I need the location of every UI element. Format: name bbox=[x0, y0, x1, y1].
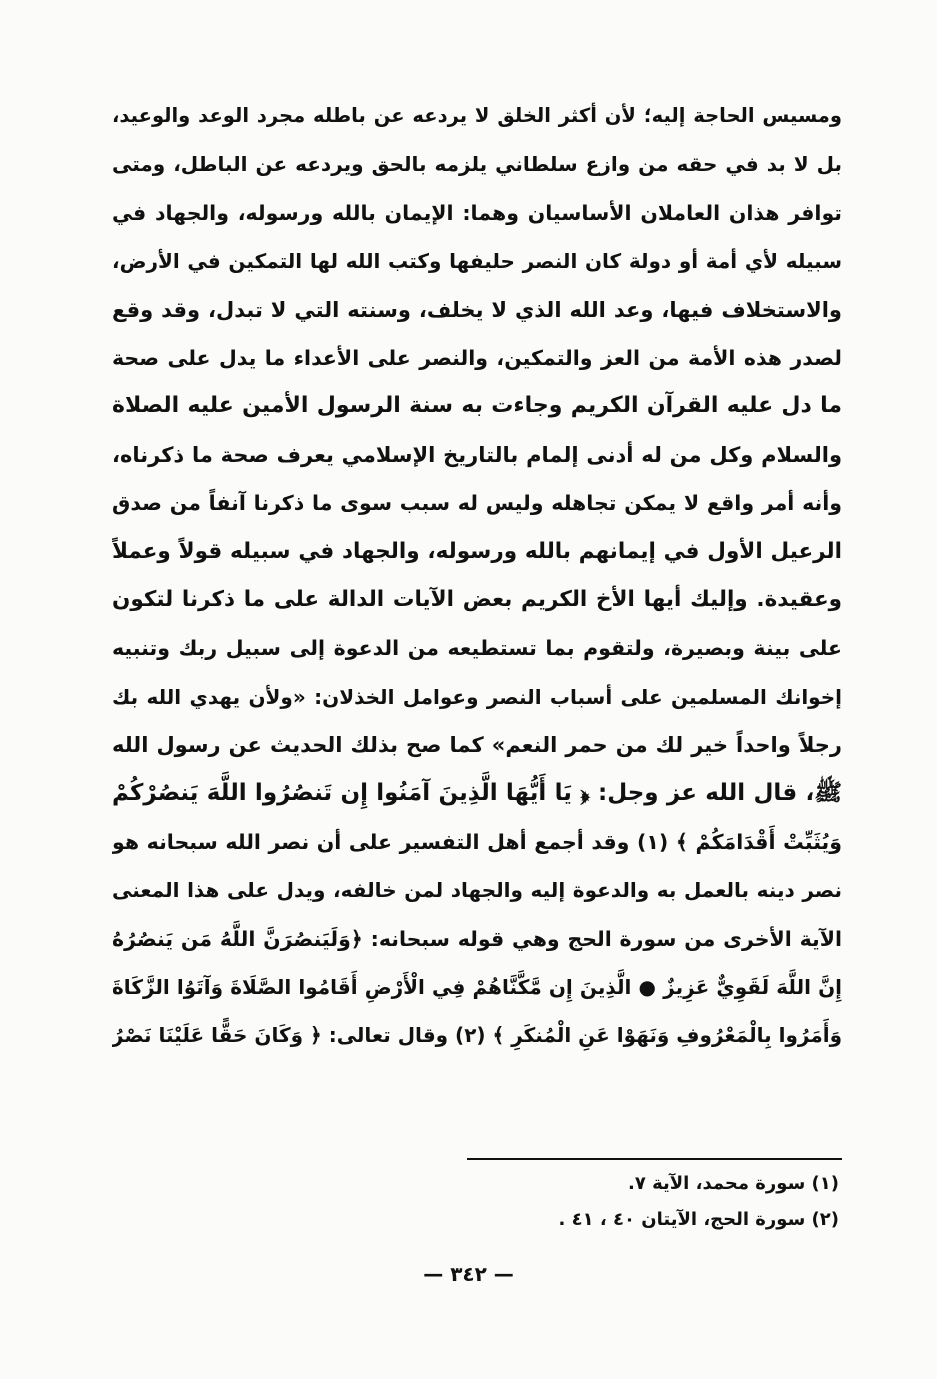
text-line: إِنَّ اللَّهَ لَقَوِيٌّ عَزِيزٌ ● الَّذِينَ إِن مَّكَّنَّاهُمْ فِي الْأَرْضِ أَقَامُوا الصَّلَاةَ وَآتَوُا الزَّكَاةَ bbox=[112, 975, 842, 1000]
page-number: — ٣٤٢ — bbox=[423, 1262, 514, 1286]
text-line: ما دل عليه القرآن الكريم وجاءت به سنة الرسول الأمين عليه الصلاة bbox=[112, 393, 842, 419]
text-line: وعقيدة. وإليك أيها الأخ الكريم بعض الآيات الدالة على ما ذكرنا لتكون bbox=[112, 586, 842, 612]
text-line: الآية الأخرى من سورة الحج وهي قوله سبحانه: ﴿وَلَيَنصُرَنَّ اللَّهُ مَن يَنصُرُهُ bbox=[112, 926, 842, 951]
footnote-item: (٢) سورة الحج، الآيتان ٤٠ ، ٤١ . bbox=[558, 1209, 839, 1230]
text-line: بل لا بد في حقه من وازع سلطاني يلزمه بالحق ويردعه عن الباطل، ومتى bbox=[112, 152, 842, 177]
main-text bbox=[112, 92, 842, 1060]
text-line: والاستخلاف فيها، وعد الله الذي لا يخلف، وسنته التي لا تبدل، وقد وقع bbox=[112, 297, 842, 322]
text-line: لصدر هذه الأمة من العز والتمكين، والنصر على الأعداء ما يدل على صحة bbox=[112, 345, 842, 370]
text-line: ومسيس الحاجة إليه؛ لأن أكثر الخلق لا يردعه عن باطله مجرد الوعد والوعيد، bbox=[112, 104, 842, 127]
footnotes bbox=[139, 1166, 839, 1238]
text-line: والسلام وكل من له أدنى إلمام بالتاريخ الإسلامي يعرف صحة ما ذكرناه، bbox=[112, 442, 842, 467]
footnote-separator bbox=[467, 1158, 842, 1160]
text-line: إخوانك المسلمين على أسباب النصر وعوامل الخذلان: «ولأن يهدي الله بك bbox=[112, 684, 842, 709]
text-line: وَيُثَبِّتْ أَقْدَامَكُمْ ﴾ (١) وقد أجمع أهل التفسير على أن نصر الله سبحانه هو bbox=[112, 829, 842, 854]
text-line: سبيله لأي أمة أو دولة كان النصر حليفها وكتب الله لها التمكين في الأرض، bbox=[112, 249, 842, 274]
text-line: ﷺ، قال الله عز وجل: ﴿ يَا أَيُّهَا الَّذِينَ آمَنُوا إِن تَنصُرُوا اللَّهَ يَنصُرْكُمْ bbox=[112, 780, 842, 807]
text-line: وَأَمَرُوا بِالْمَعْرُوفِ وَنَهَوْا عَنِ الْمُنكَرِ ﴾ (٢) وقال تعالى: ﴿ وَكَانَ حَقًّا عَلَيْنَا نَصْرُ bbox=[112, 1023, 842, 1048]
text-line: نصر دينه بالعمل به والدعوة إليه والجهاد لمن خالفه، ويدل على هذا المعنى bbox=[112, 878, 842, 903]
text-line: رجلاً واحداً خير لك من حمر النعم» كما صح بذلك الحديث عن رسول الله bbox=[112, 733, 842, 758]
footnote-item: (١) سورة محمد، الآية ٧. bbox=[627, 1173, 839, 1194]
text-line: توافر هذان العاملان الأساسيان وهما: الإيمان بالله ورسوله، والجهاد في bbox=[112, 200, 842, 225]
text-line: وأنه أمر واقع لا يمكن تجاهله وليس له سبب سوى ما ذكرنا آنفاً من صدق bbox=[112, 491, 842, 516]
text-line: على بينة وبصيرة، ولتقوم بما تستطيعه من الدعوة إلى سبيل ربك وتنبيه bbox=[112, 636, 842, 661]
text-line: الرعيل الأول في إيمانهم بالله ورسوله، والجهاد في سبيله قولاً وعملاً bbox=[112, 538, 842, 564]
